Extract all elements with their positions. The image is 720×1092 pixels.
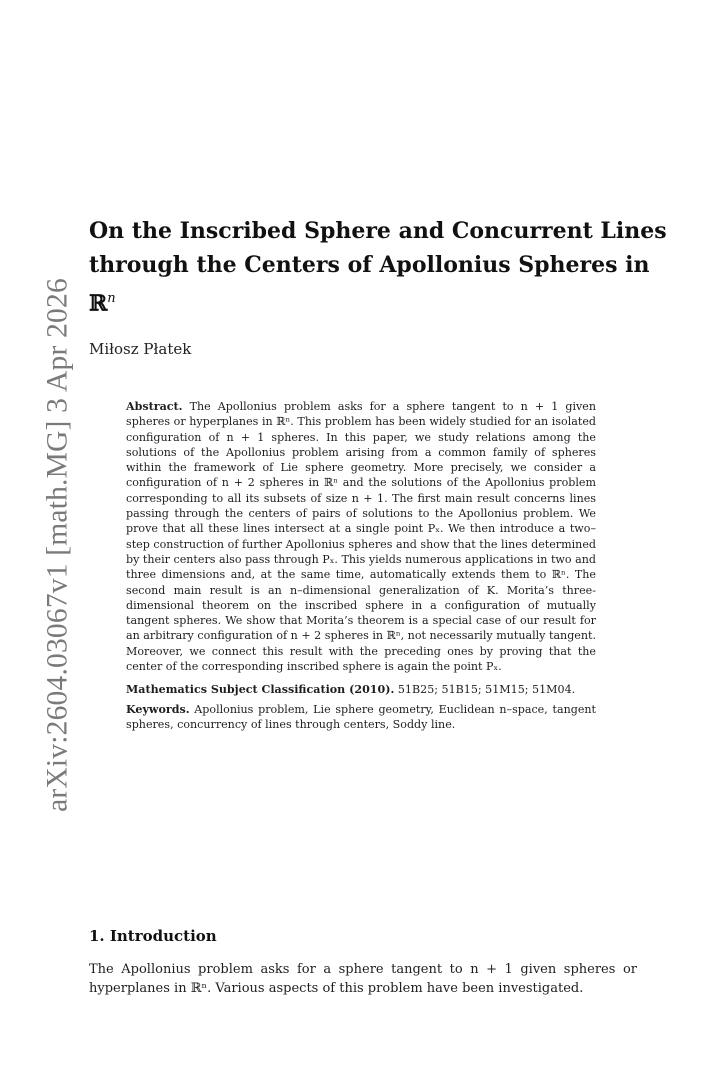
abstract xyxy=(126,399,596,674)
paper-title-space-symbol: ℝ xyxy=(89,290,108,317)
msc-label: Mathematics Subject Classification (2010). xyxy=(126,683,395,697)
paper-title xyxy=(89,214,669,320)
introduction-paragraph: The Apollonius problem asks for a sphere tangent to n + 1 given spheres or hyperplanes in ℝⁿ. Various aspects of this problem have been investigated. xyxy=(89,962,637,996)
abstract-block xyxy=(126,399,596,732)
msc-codes: 51B25; 51B15; 51M15; 51M04. xyxy=(397,683,576,697)
paper-title-text: On the Inscribed Sphere and Concurrent Lines through the Centers of Apollonius Spheres in xyxy=(89,218,667,278)
paper-title-exponent: n xyxy=(107,291,116,306)
author-name: Miłosz Płatek xyxy=(89,340,192,358)
abstract-label: Abstract. xyxy=(126,400,183,413)
abstract-text: The Apollonius problem asks for a sphere tangent to n + 1 given spheres or hyperplanes in ℝⁿ. This problem has been widely studied for an isolated configuration of n + 1 spheres. In this paper, we study relations among the solutions of the Apollonius problem arising from a common family of spheres within the framework of Lie sphere geometry. More precisely, we consider a configuration of n + 2 spheres in ℝⁿ and the solutions of the Apollonius problem corresponding to all its subsets of size n + 1. The first main result concerns lines passing through the centers of pairs of solutions to the Apollonius problem. We prove that all these lines intersect at a single point Pₓ. We then introduce a two–step construction of further Apollonius spheres and show that the lines determined by their centers also pass through Pₓ. This yields numerous applications in two and three dimensions and, at the same time, automatically extends them to ℝⁿ. The second main result is an n–dimensional generalization of K. Morita’s three-dimensional theorem on the inscribed sphere in a configuration of mutually tangent spheres. We show that Morita’s theorem is a special case of our result for an arbitrary configuration of n + 2 spheres in ℝⁿ, not necessarily mutually tangent. Moreover, we connect this result with the preceding ones by proving that the center of the corresponding inscribed sphere is again the point Pₓ. xyxy=(126,400,597,674)
keywords-label: Keywords. xyxy=(126,702,190,716)
arxiv-identifier: arXiv:2604.03067v1 [math.MG] 3 Apr 2026 xyxy=(41,278,74,812)
msc-line xyxy=(126,682,596,697)
keywords-text: Apollonius problem, Lie sphere geometry, Euclidean n–space, tangent spheres, concurrency of lines through centers, Soddy line. xyxy=(126,702,596,731)
section-heading-introduction: 1. Introduction xyxy=(89,927,217,945)
keywords-line xyxy=(126,702,596,733)
